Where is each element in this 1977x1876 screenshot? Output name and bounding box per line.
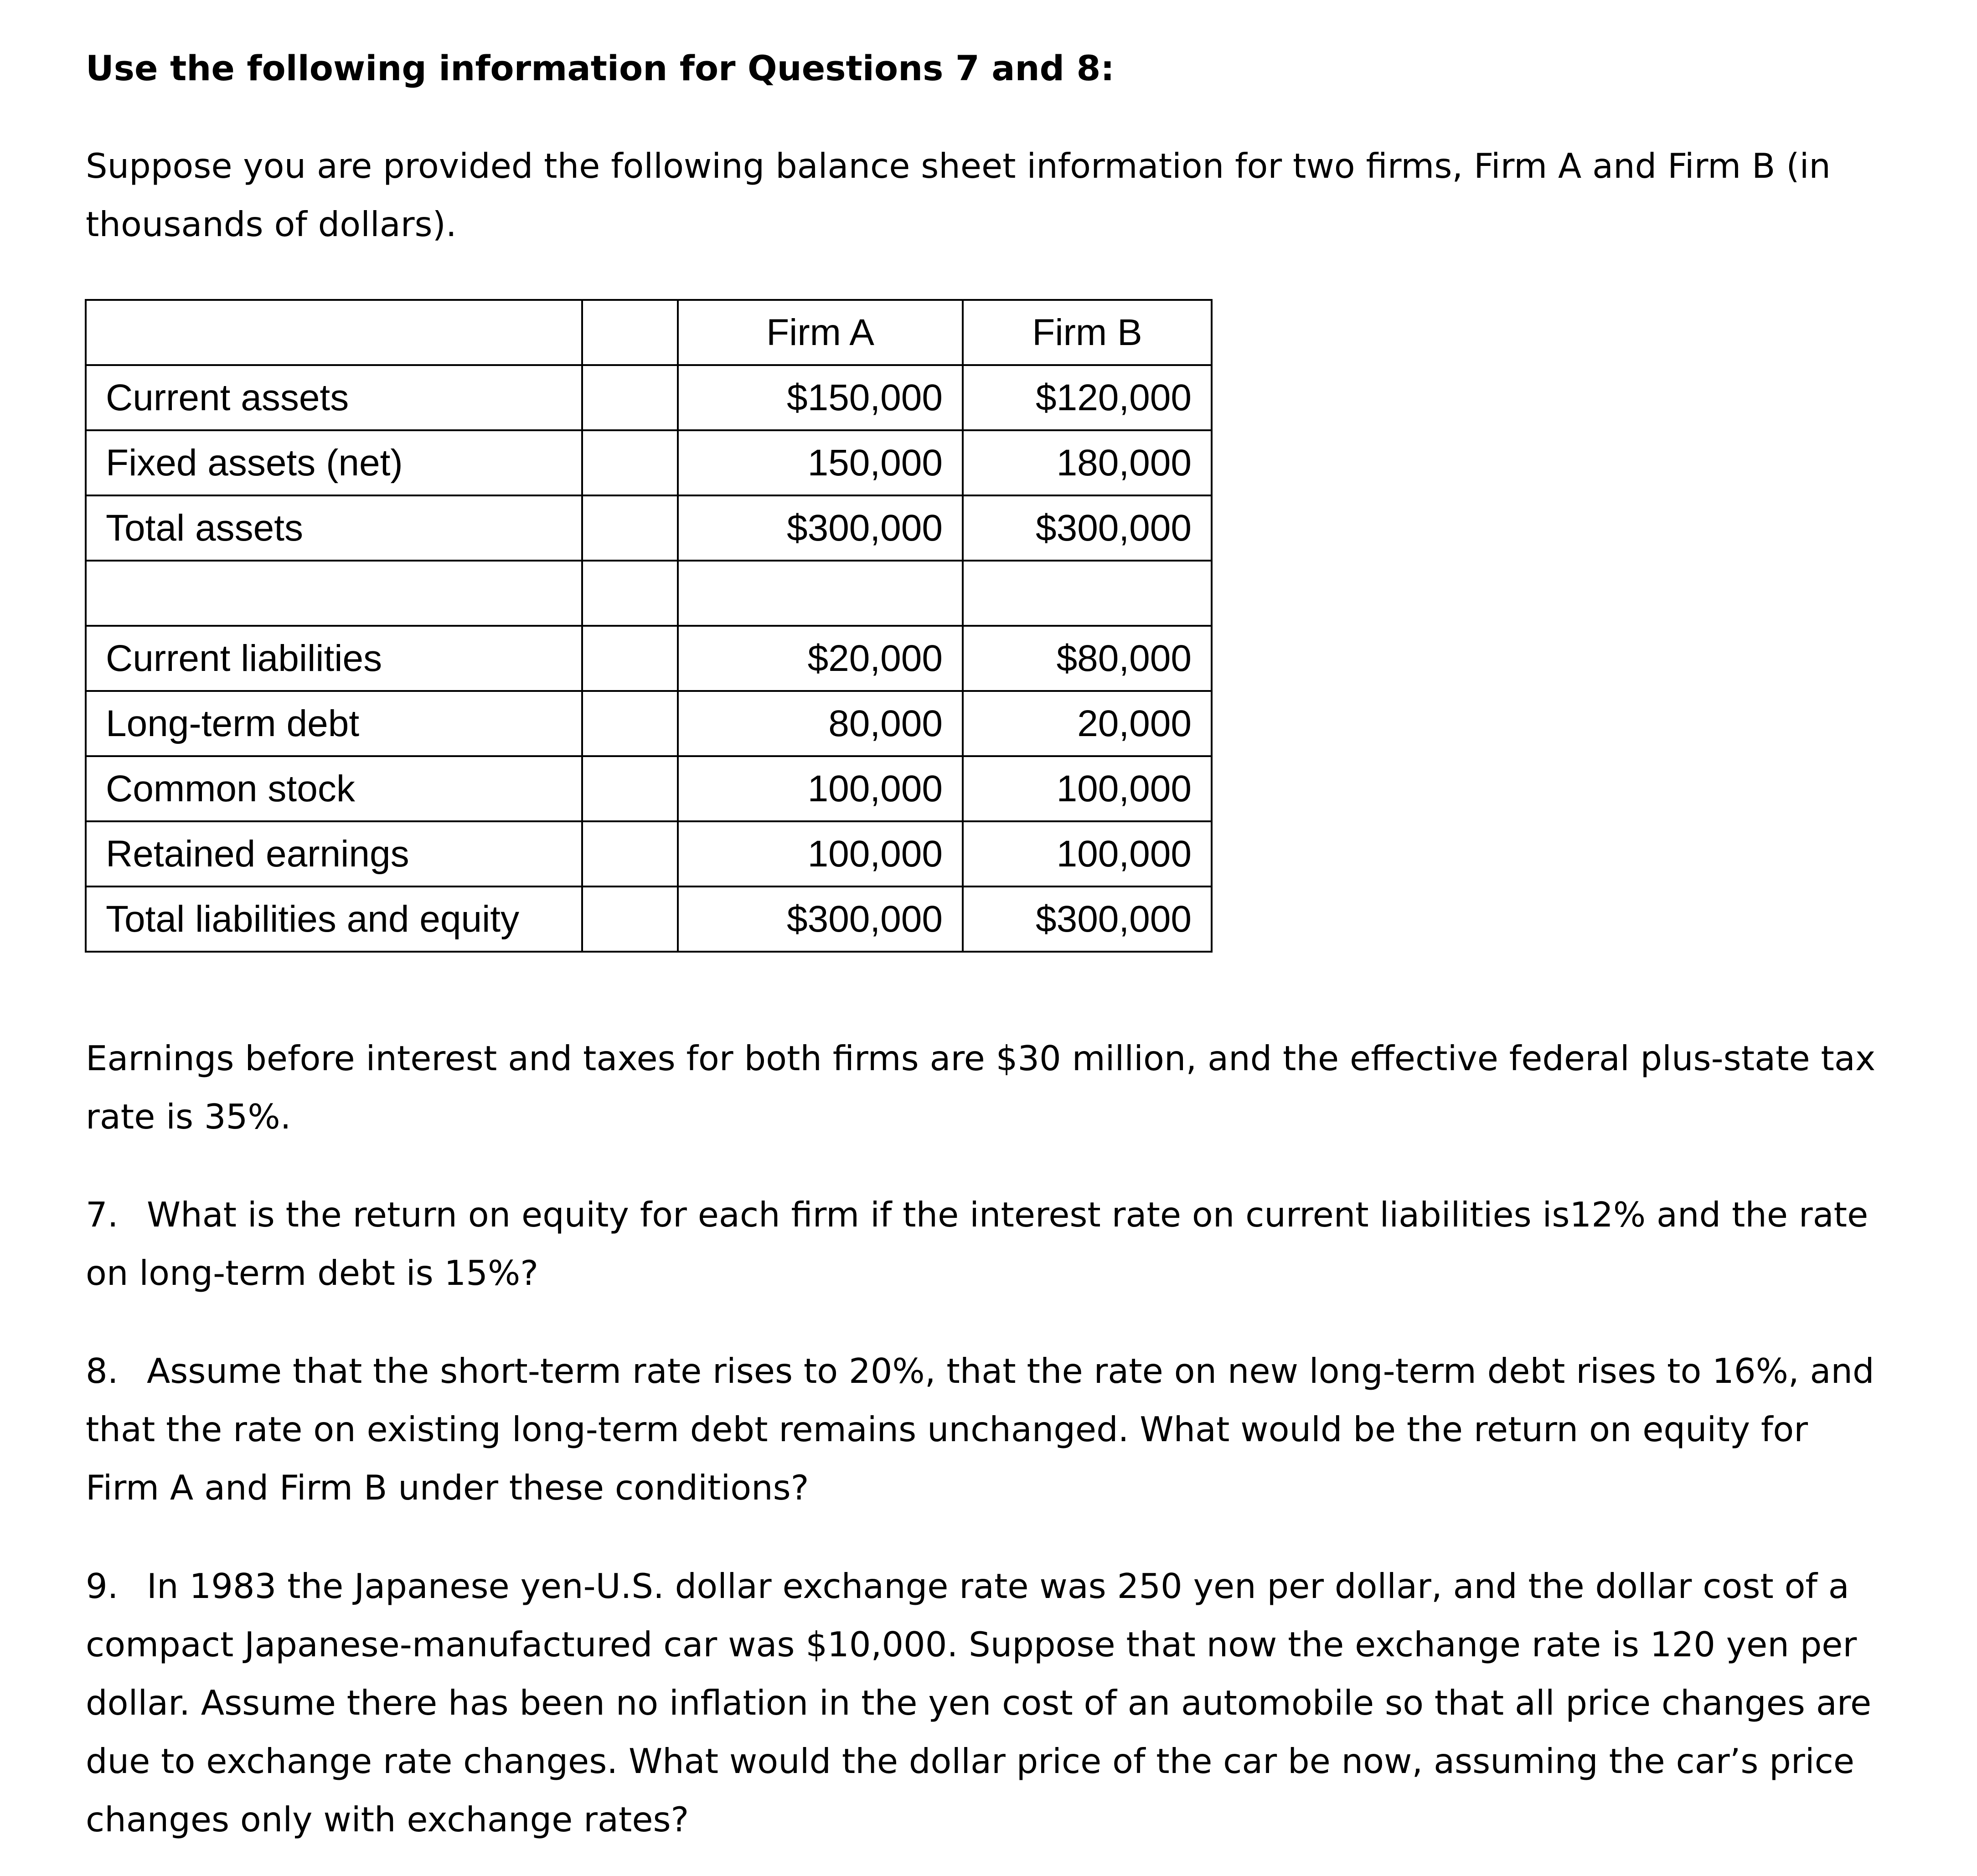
question-line: on long-term debt is 15%? [86,1253,539,1293]
question-9 [86,1557,1871,1849]
question-line: changes only with exchange rates? [86,1799,689,1840]
question-line: that the rate on existing long-term debt remains unchanged. What would be the return on equity for [86,1409,1808,1449]
blank-cell [582,365,678,430]
table-header-row [86,300,1212,365]
blank-cell [86,561,582,626]
blank-cell [582,886,678,952]
firm-a-value: $300,000 [678,495,963,561]
row-label: Long-term debt [86,691,582,756]
firm-b-value: 100,000 [963,821,1212,886]
question-8 [86,1342,1874,1517]
firm-b-value: $80,000 [963,626,1212,691]
table-row [86,821,1212,886]
section-heading: Use the following information for Questions 7 and 8: [86,48,1115,88]
table-row [86,626,1212,691]
question-line [86,1342,1874,1400]
row-label: Current liabilities [86,626,582,691]
row-label: Total assets [86,495,582,561]
balance-sheet-table [85,299,1213,953]
intro-line: thousands of dollars). [86,204,457,244]
table-row [86,691,1212,756]
table-row [86,495,1212,561]
firm-b-value: 20,000 [963,691,1212,756]
header-cell-blank [582,300,678,365]
question-number: 8. [86,1351,119,1391]
question-number: 9. [86,1566,119,1606]
ebit-paragraph [86,1029,1875,1146]
question-text: Assume that the short-term rate rises to 20%, that the rate on new long-term debt rises to 16%, and [147,1351,1874,1391]
header-cell-label [86,300,582,365]
firm-a-value: $20,000 [678,626,963,691]
blank-cell [582,495,678,561]
header-firm-b: Firm B [963,300,1212,365]
ebit-line: Earnings before interest and taxes for both firms are $30 million, and the effective federal plus-state tax [86,1038,1876,1078]
table-row [86,365,1212,430]
firm-a-value: 100,000 [678,821,963,886]
blank-cell [582,626,678,691]
blank-cell [582,430,678,495]
question-line: due to exchange rate changes. What would the dollar price of the car be now, assuming the car’s price [86,1741,1854,1781]
question-line: Firm A and Firm B under these conditions? [86,1468,809,1508]
ebit-line: rate is 35%. [86,1097,291,1137]
row-label: Total liabilities and equity [86,886,582,952]
blank-cell [678,561,963,626]
firm-a-value: 80,000 [678,691,963,756]
blank-cell [582,691,678,756]
firm-b-value: $120,000 [963,365,1212,430]
question-text: In 1983 the Japanese yen-U.S. dollar exchange rate was 250 yen per dollar, and the dollar cost of a [147,1566,1849,1606]
table-row [86,430,1212,495]
question-text: What is the return on equity for each firm if the interest rate on current liabilities is12% and the rate [147,1195,1869,1235]
row-label: Current assets [86,365,582,430]
question-line [86,1185,1868,1244]
row-label: Common stock [86,756,582,821]
firm-a-value: 100,000 [678,756,963,821]
firm-b-value: 100,000 [963,756,1212,821]
question-line [86,1557,1871,1615]
row-label: Retained earnings [86,821,582,886]
firm-a-value: $300,000 [678,886,963,952]
blank-cell [582,756,678,821]
table-row [86,756,1212,821]
table-spacer-row [86,561,1212,626]
firm-b-value: $300,000 [963,886,1212,952]
firm-b-value: $300,000 [963,495,1212,561]
blank-cell [582,561,678,626]
firm-a-value: 150,000 [678,430,963,495]
question-line: dollar. Assume there has been no inflation in the yen cost of an automobile so that all price changes are [86,1683,1872,1723]
row-label: Fixed assets (net) [86,430,582,495]
question-number: 7. [86,1195,119,1235]
intro-paragraph [86,137,1831,253]
firm-b-value: 180,000 [963,430,1212,495]
question-7 [86,1185,1868,1302]
blank-cell [963,561,1212,626]
firm-a-value: $150,000 [678,365,963,430]
header-firm-a: Firm A [678,300,963,365]
table-row [86,886,1212,952]
blank-cell [582,821,678,886]
intro-line: Suppose you are provided the following balance sheet information for two firms, Firm A and Firm B (in [86,146,1831,186]
question-line: compact Japanese-manufactured car was $10,000. Suppose that now the exchange rate is 120 yen per [86,1624,1857,1665]
